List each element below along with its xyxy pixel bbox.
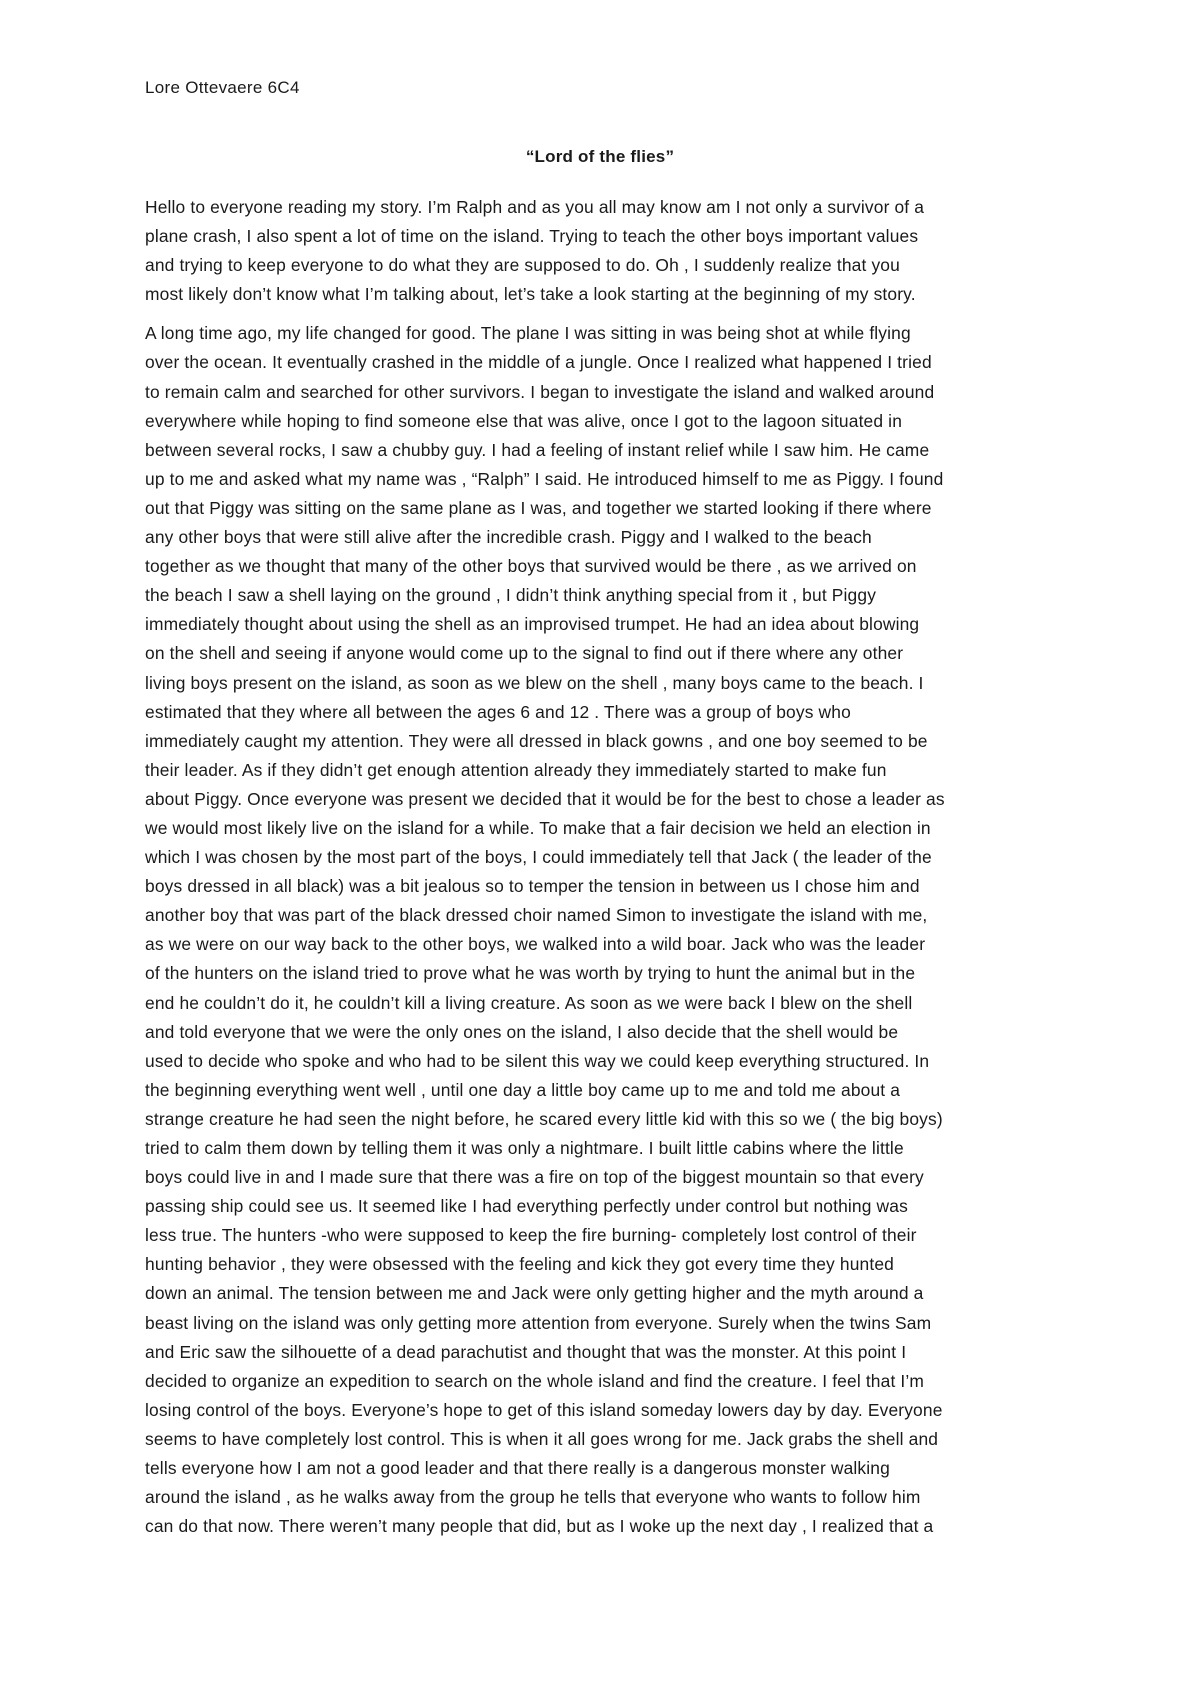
- text-line: strange creature he had seen the night before, he scared every little kid with this so we ( the big boys): [145, 1108, 943, 1129]
- text-line: and told everyone that we were the only ones on the island, I also decide that the shell would be: [145, 1021, 899, 1042]
- text-line: less true. The hunters -who were supposed to keep the fire burning- completely lost control of their: [145, 1225, 917, 1246]
- text-line: end he couldn’t do it, he couldn’t kill a living creature. As soon as we were back I blew on the shell: [145, 992, 913, 1013]
- text-line: of the hunters on the island tried to prove what he was worth by trying to hunt the animal but in the: [145, 963, 916, 984]
- text-line: and trying to keep everyone to do what they are supposed to do. Oh , I suddenly realize that you: [145, 255, 900, 276]
- text-line: immediately thought about using the shell as an improvised trumpet. He had an idea about blowing: [145, 614, 920, 635]
- text-line: the beach I saw a shell laying on the ground , I didn’t think anything special from it , but Piggy: [145, 585, 877, 606]
- text-line: passing ship could see us. It seemed like I had everything perfectly under control but nothing was: [145, 1196, 908, 1217]
- text-line: down an animal. The tension between me and Jack were only getting higher and the myth around a: [145, 1283, 924, 1304]
- text-line: up to me and asked what my name was , “Ralph” I said. He introduced himself to me as Piggy. I found: [145, 468, 944, 489]
- text-line: tells everyone how I am not a good leader and that there really is a dangerous monster walking: [145, 1458, 890, 1479]
- text-line: everywhere while hoping to find someone else that was alive, once I got to the lagoon situated in: [145, 410, 903, 431]
- text-line: hunting behavior , they were obsessed with the feeling and kick they got every time they hunted: [145, 1254, 894, 1275]
- text-line: the beginning everything went well , until one day a little boy came up to me and told me about a: [145, 1079, 901, 1100]
- paragraph: [145, 319, 1065, 1541]
- text-line: between several rocks, I saw a chubby guy. I had a feeling of instant relief while I saw him. He came: [145, 439, 930, 460]
- text-line: decided to organize an expedition to search on the whole island and find the creature. I feel that I’m: [145, 1370, 925, 1391]
- text-line: and Eric saw the silhouette of a dead parachutist and thought that was the monster. At this point I: [145, 1341, 907, 1362]
- text-line: A long time ago, my life changed for good. The plane I was sitting in was being shot at while flying: [145, 323, 911, 344]
- text-line: out that Piggy was sitting on the same plane as I was, and together we started looking if there where: [145, 497, 932, 518]
- text-line: can do that now. There weren’t many people that did, but as I woke up the next day , I realized that a: [145, 1516, 934, 1537]
- text-line: Hello to everyone reading my story. I’m Ralph and as you all may know am I not only a survivor of a: [145, 197, 925, 217]
- text-line: boys could live in and I made sure that there was a fire on top of the biggest mountain so that every: [145, 1167, 924, 1188]
- text-line: we would most likely live on the island for a while. To make that a fair decision we held an election in: [145, 817, 931, 838]
- author-line: Lore Ottevaere 6C4: [145, 78, 300, 97]
- paragraph: [145, 193, 1065, 309]
- text-line: beast living on the island was only getting more attention from everyone. Surely when the twins Sam: [145, 1312, 932, 1333]
- text-line: losing control of the boys. Everyone’s hope to get of this island someday lowers day by day. Everyone: [145, 1399, 943, 1420]
- text-line: any other boys that were still alive after the incredible crash. Piggy and I walked to the beach: [145, 527, 872, 548]
- text-line: on the shell and seeing if anyone would come up to the signal to find out if there where any other: [145, 643, 904, 664]
- text-line: most likely don’t know what I’m talking about, let’s take a look starting at the beginning of my story.: [145, 284, 916, 305]
- text-line: which I was chosen by the most part of the boys, I could immediately tell that Jack ( the leader of the: [145, 847, 932, 868]
- text-line: to remain calm and searched for other survivors. I began to investigate the island and walked around: [145, 381, 935, 402]
- text-line: about Piggy. Once everyone was present we decided that it would be for the best to chose a leader as: [145, 788, 945, 809]
- text-line: over the ocean. It eventually crashed in the middle of a jungle. Once I realized what happened I tried: [145, 352, 932, 373]
- text-line: their leader. As if they didn’t get enough attention already they immediately started to make fun: [145, 759, 887, 780]
- text-line: seems to have completely lost control. This is when it all goes wrong for me. Jack grabs the shell and: [145, 1428, 939, 1449]
- text-line: boys dressed in all black) was a bit jealous so to temper the tension in between us I chose him and: [145, 876, 920, 897]
- text-line: estimated that they where all between the ages 6 and 12 . There was a group of boys who: [145, 701, 851, 722]
- text-line: another boy that was part of the black dressed choir named Simon to investigate the island with me,: [145, 905, 928, 926]
- text-line: immediately caught my attention. They were all dressed in black gowns , and one boy seemed to be: [145, 730, 928, 751]
- text-line: living boys present on the island, as soon as we blew on the shell , many boys came to the beach. I: [145, 672, 924, 693]
- text-line: plane crash, I also spent a lot of time on the island. Trying to teach the other boys important values: [145, 226, 919, 247]
- body-text: [145, 193, 1065, 1551]
- text-line: used to decide who spoke and who had to be silent this way we could keep everything structured. In: [145, 1050, 930, 1071]
- text-line: tried to calm them down by telling them it was only a nightmare. I built little cabins where the little: [145, 1138, 904, 1158]
- text-line: together as we thought that many of the other boys that survived would be there , as we arrived on: [145, 556, 917, 577]
- text-line: around the island , as he walks away from the group he tells that everyone who wants to follow him: [145, 1487, 921, 1508]
- document-title: “Lord of the flies”: [525, 147, 675, 166]
- text-line: as we were on our way back to the other boys, we walked into a wild boar. Jack who was the leader: [145, 934, 926, 955]
